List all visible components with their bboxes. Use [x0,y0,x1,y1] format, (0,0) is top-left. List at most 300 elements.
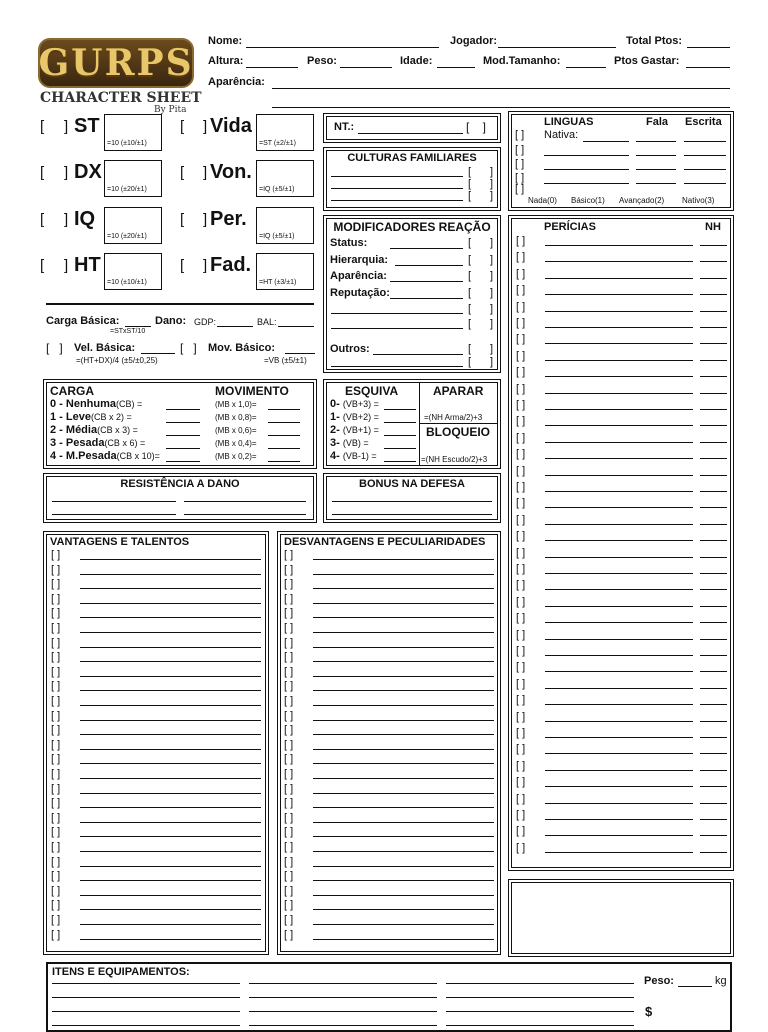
desvantagem-bracket[interactable]: [ ] [284,578,294,591]
vel-basica-bracket[interactable]: [ ] [46,341,63,355]
item-line[interactable] [249,997,437,998]
pericia-field[interactable] [545,721,693,722]
desvantagem-field[interactable] [313,939,494,940]
modificador-line[interactable] [331,328,463,329]
pericia-field[interactable] [545,442,693,443]
pericia-field[interactable] [545,786,693,787]
vantagem-bracket[interactable]: [ ] [51,636,61,649]
outros-line-2[interactable] [331,366,463,367]
item-line[interactable] [52,1011,240,1012]
vantagem-bracket[interactable]: [ ] [51,855,61,868]
movimento-field[interactable] [268,448,300,449]
pericia-nh[interactable] [700,278,727,279]
pericia-bracket[interactable]: [ ] [516,710,526,723]
desvantagem-bracket[interactable]: [ ] [284,899,294,912]
modificador-bracket[interactable]: [ [468,303,472,315]
vantagem-bracket[interactable]: [ ] [51,768,61,780]
item-line[interactable] [249,1011,437,1012]
pericia-bracket[interactable]: [ ] [516,743,526,756]
vantagem-bracket[interactable]: [ ] [51,695,61,707]
pericia-nh[interactable] [700,393,727,394]
modificador-field[interactable] [390,298,463,299]
vantagem-bracket[interactable]: [ ] [51,665,61,678]
desvantagem-field[interactable] [313,763,494,764]
desvantagem-field[interactable] [313,647,494,648]
vantagem-field[interactable] [80,749,261,750]
carga-field[interactable] [166,409,200,410]
desvantagem-bracket[interactable]: [ ] [284,782,294,795]
esquiva-field[interactable] [384,435,416,436]
pericia-field[interactable] [545,753,693,754]
lingua-field[interactable] [544,155,629,156]
desvantagem-field[interactable] [313,866,494,867]
pericia-bracket[interactable]: [ ] [516,530,526,543]
pericia-bracket[interactable]: [ ] [516,563,526,575]
altura-field[interactable] [246,67,298,68]
lingua-escrita[interactable] [684,183,726,184]
vantagem-field[interactable] [80,880,261,881]
lingua-field[interactable] [544,183,629,184]
vantagem-bracket[interactable]: [ ] [51,622,61,634]
pericia-bracket[interactable]: [ ] [516,628,526,641]
ptos-gastar-field[interactable] [686,67,730,68]
bonus-line-2[interactable] [332,514,492,515]
notes-box[interactable] [511,882,731,954]
desvantagem-field[interactable] [313,793,494,794]
vantagem-field[interactable] [80,836,261,837]
esquiva-field[interactable] [384,422,416,423]
desvantagem-field[interactable] [313,734,494,735]
resistencia-line-1[interactable] [52,501,176,502]
desvantagem-field[interactable] [313,690,494,691]
pericia-field[interactable] [545,507,693,508]
carga-field[interactable] [166,448,200,449]
vantagem-field[interactable] [80,617,261,618]
lingua-fala[interactable] [636,169,676,170]
pericia-bracket[interactable]: [ ] [516,431,526,444]
modificador-bracket[interactable]: [ [468,270,472,282]
resistencia-line-3[interactable] [52,514,176,515]
esquiva-field[interactable] [384,409,416,410]
pericia-bracket[interactable]: [ ] [516,464,526,477]
pericia-field[interactable] [545,278,693,279]
item-line[interactable] [52,997,240,998]
pericia-bracket[interactable]: [ ] [516,645,526,657]
cultura-line[interactable] [331,176,463,177]
desvantagem-bracket[interactable]: [ ] [284,680,294,693]
bal-field[interactable] [278,326,314,327]
pericia-nh[interactable] [700,475,727,476]
pericia-field[interactable] [545,803,693,804]
desvantagem-field[interactable] [313,559,494,560]
vantagem-field[interactable] [80,574,261,575]
desvantagem-bracket[interactable]: [ ] [284,811,294,824]
nt-field[interactable] [358,133,463,134]
item-line[interactable] [446,983,634,984]
desvantagem-field[interactable] [313,807,494,808]
attr-bracket-dx[interactable]: [ [40,164,45,181]
pericia-bracket[interactable]: [ ] [516,235,526,247]
desvantagem-field[interactable] [313,924,494,925]
vantagem-bracket[interactable]: [ ] [51,738,61,751]
vantagem-bracket[interactable]: [ ] [51,709,61,722]
pericia-bracket[interactable]: [ ] [516,595,526,608]
nativa-field[interactable] [583,141,629,142]
vantagem-field[interactable] [80,851,261,852]
pericia-bracket[interactable]: [ ] [516,727,526,739]
desvantagem-bracket[interactable]: [ ] [284,709,294,722]
vantagem-bracket[interactable]: [ ] [51,651,61,664]
pericia-field[interactable] [545,606,693,607]
desvantagem-field[interactable] [313,588,494,589]
movimento-field[interactable] [268,422,300,423]
pericia-field[interactable] [545,524,693,525]
vantagem-bracket[interactable]: [ ] [51,884,61,897]
pericia-bracket[interactable]: [ ] [516,546,526,559]
secondary-bracket[interactable]: [ [180,118,185,135]
attr-bracket-ht[interactable]: [ [40,257,45,274]
desvantagem-bracket[interactable]: [ ] [284,665,294,678]
pericia-nh[interactable] [700,360,727,361]
modificador-bracket[interactable]: [ [468,287,472,299]
modificador-bracket[interactable]: [ [468,318,472,330]
pericia-field[interactable] [545,409,693,410]
vantagem-bracket[interactable]: [ ] [51,841,61,853]
desvantagem-bracket[interactable]: [ ] [284,797,294,810]
carga-basica-field[interactable] [125,326,151,327]
vantagem-field[interactable] [80,909,261,910]
pericia-bracket[interactable]: [ ] [516,579,526,592]
modificador-bracket[interactable]: [ [468,237,472,249]
vantagem-bracket[interactable]: [ ] [51,782,61,795]
vantagem-field[interactable] [80,661,261,662]
modificador-field[interactable] [390,248,463,249]
pericia-bracket[interactable]: [ ] [516,694,526,707]
pericia-bracket[interactable]: [ ] [516,612,526,625]
vantagem-bracket[interactable]: [ ] [51,870,61,883]
aparencia-field[interactable] [272,88,730,89]
vantagem-bracket[interactable]: [ ] [51,592,61,605]
outros-field[interactable] [373,354,463,355]
desvantagem-field[interactable] [313,617,494,618]
desvantagem-field[interactable] [313,603,494,604]
pericia-nh[interactable] [700,425,727,426]
pericia-field[interactable] [545,639,693,640]
pericia-field[interactable] [545,311,693,312]
desvantagem-field[interactable] [313,574,494,575]
vantagem-field[interactable] [80,588,261,589]
pericia-bracket[interactable]: [ ] [516,251,526,264]
pericia-nh[interactable] [700,261,727,262]
desvantagem-bracket[interactable]: [ ] [284,695,294,707]
desvantagem-bracket[interactable]: [ ] [284,563,294,576]
vantagem-field[interactable] [80,778,261,779]
vantagem-bracket[interactable]: [ ] [51,607,61,620]
lingua-bracket[interactable]: [ ] [515,144,525,156]
movimento-field[interactable] [268,409,300,410]
attr-bracket-iq[interactable]: [ [40,211,45,228]
vantagem-bracket[interactable]: [ ] [51,578,61,591]
peso-field[interactable] [340,67,392,68]
pericia-nh[interactable] [700,294,727,295]
item-line[interactable] [446,997,634,998]
pericia-bracket[interactable]: [ ] [516,792,526,805]
pericia-field[interactable] [545,425,693,426]
pericia-field[interactable] [545,835,693,836]
pericia-bracket[interactable]: [ ] [516,415,526,428]
desvantagem-bracket[interactable]: [ ] [284,768,294,780]
outros-bracket-2[interactable]: [ [468,356,472,368]
secondary-bracket[interactable]: [ [180,211,185,228]
pericia-field[interactable] [545,671,693,672]
pericia-nh[interactable] [700,606,727,607]
desvantagem-field[interactable] [313,822,494,823]
vantagem-field[interactable] [80,720,261,721]
pericia-field[interactable] [545,245,693,246]
pericia-field[interactable] [545,704,693,705]
pericia-field[interactable] [545,573,693,574]
vantagem-field[interactable] [80,632,261,633]
vantagem-field[interactable] [80,822,261,823]
pericia-field[interactable] [545,688,693,689]
attr-bracket-st[interactable]: [ [40,118,45,135]
pericia-field[interactable] [545,622,693,623]
pericia-nh[interactable] [700,770,727,771]
pericia-nh[interactable] [700,376,727,377]
nativa-fala[interactable] [636,141,676,142]
vantagem-bracket[interactable]: [ ] [51,724,61,737]
desvantagem-bracket[interactable]: [ ] [284,622,294,634]
vantagem-bracket[interactable]: [ ] [51,563,61,576]
nt-bracket[interactable]: [ ] [466,120,487,134]
pericia-bracket[interactable]: [ ] [516,333,526,346]
desvantagem-field[interactable] [313,895,494,896]
secondary-bracket[interactable]: [ [180,164,185,181]
pericia-bracket[interactable]: [ ] [516,809,526,821]
pericia-nh[interactable] [700,507,727,508]
desvantagem-bracket[interactable]: [ ] [284,826,294,839]
vantagem-bracket[interactable]: [ ] [51,797,61,810]
pericia-nh[interactable] [700,245,727,246]
pericia-nh[interactable] [700,803,727,804]
pericia-field[interactable] [545,458,693,459]
pericia-nh[interactable] [700,409,727,410]
vantagem-field[interactable] [80,895,261,896]
vantagem-field[interactable] [80,690,261,691]
pericia-bracket[interactable]: [ ] [516,267,526,280]
desvantagem-bracket[interactable]: [ ] [284,841,294,853]
jogador-field[interactable] [498,47,616,48]
pericia-bracket[interactable]: [ ] [516,513,526,526]
nome-field[interactable] [246,47,439,48]
cultura-bracket[interactable]: [ [468,178,472,190]
vantagem-field[interactable] [80,603,261,604]
esquiva-field[interactable] [384,448,416,449]
vantagem-field[interactable] [80,705,261,706]
vel-basica-field[interactable] [141,353,175,354]
vantagem-bracket[interactable]: [ ] [51,914,61,926]
desvantagem-field[interactable] [313,909,494,910]
pericia-nh[interactable] [700,622,727,623]
pericia-field[interactable] [545,343,693,344]
lingua-bracket[interactable]: [ ] [515,172,525,184]
movimento-field[interactable] [268,435,300,436]
lingua-fala[interactable] [636,183,676,184]
desvantagem-bracket[interactable]: [ ] [284,914,294,926]
desvantagem-bracket[interactable]: [ ] [284,651,294,664]
lingua-bracket[interactable]: [ ] [515,183,525,195]
desvantagem-field[interactable] [313,705,494,706]
pericia-nh[interactable] [700,311,727,312]
cultura-line[interactable] [331,188,463,189]
pericia-nh[interactable] [700,737,727,738]
lingua-field[interactable] [544,169,629,170]
vantagem-bracket[interactable]: [ ] [51,549,61,561]
pericia-field[interactable] [545,819,693,820]
modificador-field[interactable] [390,281,463,282]
pericia-bracket[interactable]: [ ] [516,382,526,395]
lingua-escrita[interactable] [684,169,726,170]
vantagem-bracket[interactable]: [ ] [51,928,61,941]
pericia-bracket[interactable]: [ ] [516,825,526,838]
pericia-bracket[interactable]: [ ] [516,776,526,789]
cultura-bracket[interactable]: [ [468,190,472,202]
resistencia-line-2[interactable] [184,501,306,502]
pericia-nh[interactable] [700,721,727,722]
desvantagem-bracket[interactable]: [ ] [284,753,294,766]
resistencia-line-4[interactable] [184,514,306,515]
desvantagem-bracket[interactable]: [ ] [284,738,294,751]
pericia-field[interactable] [545,770,693,771]
pericia-nh[interactable] [700,458,727,459]
vantagem-field[interactable] [80,647,261,648]
pericia-field[interactable] [545,360,693,361]
desvantagem-bracket[interactable]: [ ] [284,884,294,897]
desvantagem-bracket[interactable]: [ ] [284,607,294,620]
pericia-bracket[interactable]: [ ] [516,497,526,510]
esquiva-field[interactable] [384,461,416,462]
pericia-field[interactable] [545,557,693,558]
movimento-field[interactable] [268,461,300,462]
aparencia-field-2[interactable] [272,107,730,108]
pericia-bracket[interactable]: [ ] [516,481,526,493]
pericia-bracket[interactable]: [ ] [516,284,526,297]
pericia-bracket[interactable]: [ ] [516,759,526,772]
vantagem-bracket[interactable]: [ ] [51,811,61,824]
lingua-escrita[interactable] [684,155,726,156]
gdp-field[interactable] [217,326,253,327]
item-line[interactable] [249,983,437,984]
vantagem-field[interactable] [80,734,261,735]
pericia-nh[interactable] [700,524,727,525]
bonus-line-1[interactable] [332,501,492,502]
outros-bracket[interactable]: [ [468,343,472,355]
pericia-bracket[interactable]: [ ] [516,317,526,329]
item-line[interactable] [52,1025,240,1026]
vantagem-field[interactable] [80,676,261,677]
vantagem-field[interactable] [80,939,261,940]
pericia-bracket[interactable]: [ ] [516,448,526,461]
pericia-nh[interactable] [700,671,727,672]
cultura-bracket[interactable]: [ [468,166,472,178]
desvantagem-field[interactable] [313,851,494,852]
desvantagem-field[interactable] [313,661,494,662]
desvantagem-field[interactable] [313,632,494,633]
pericia-field[interactable] [545,261,693,262]
pericia-bracket[interactable]: [ ] [516,661,526,674]
carga-field[interactable] [166,461,200,462]
pericia-field[interactable] [545,655,693,656]
item-line[interactable] [249,1025,437,1026]
pericia-bracket[interactable]: [ ] [516,366,526,379]
pericia-nh[interactable] [700,540,727,541]
modificador-field[interactable] [395,265,463,266]
pericia-nh[interactable] [700,835,727,836]
pericia-bracket[interactable]: [ ] [516,300,526,313]
nativa-bracket[interactable]: [ ] [515,129,525,141]
pericia-field[interactable] [545,491,693,492]
pericia-nh[interactable] [700,819,727,820]
pericia-nh[interactable] [700,557,727,558]
mod-tamanho-field[interactable] [566,67,606,68]
pericia-field[interactable] [545,393,693,394]
pericia-nh[interactable] [700,753,727,754]
secondary-bracket[interactable]: [ [180,257,185,274]
pericia-field[interactable] [545,852,693,853]
vantagem-field[interactable] [80,866,261,867]
pericia-nh[interactable] [700,786,727,787]
desvantagem-bracket[interactable]: [ ] [284,592,294,605]
pericia-nh[interactable] [700,491,727,492]
desvantagem-field[interactable] [313,749,494,750]
vantagem-bracket[interactable]: [ ] [51,826,61,839]
vantagem-field[interactable] [80,793,261,794]
pericia-bracket[interactable]: [ ] [516,399,526,411]
lingua-bracket[interactable]: [ ] [515,158,525,170]
itens-peso-field[interactable] [678,986,712,987]
item-line[interactable] [446,1011,634,1012]
item-line[interactable] [446,1025,634,1026]
pericia-bracket[interactable]: [ ] [516,349,526,362]
desvantagem-bracket[interactable]: [ ] [284,855,294,868]
desvantagem-bracket[interactable]: [ ] [284,636,294,649]
pericia-nh[interactable] [700,343,727,344]
nativa-escrita[interactable] [684,141,726,142]
pericia-nh[interactable] [700,442,727,443]
mov-basico-field[interactable] [285,353,315,354]
pericia-nh[interactable] [700,589,727,590]
pericia-bracket[interactable]: [ ] [516,841,526,854]
desvantagem-bracket[interactable]: [ ] [284,870,294,883]
desvantagem-bracket[interactable]: [ ] [284,549,294,561]
vantagem-field[interactable] [80,763,261,764]
pericia-field[interactable] [545,376,693,377]
desvantagem-field[interactable] [313,836,494,837]
modificador-bracket[interactable]: [ [468,254,472,266]
modificador-line[interactable] [331,313,463,314]
pericia-field[interactable] [545,294,693,295]
desvantagem-field[interactable] [313,720,494,721]
carga-field[interactable] [166,422,200,423]
pericia-nh[interactable] [700,327,727,328]
pericia-nh[interactable] [700,573,727,574]
carga-field[interactable] [166,435,200,436]
desvantagem-bracket[interactable]: [ ] [284,928,294,941]
lingua-fala[interactable] [636,155,676,156]
vantagem-bracket[interactable]: [ ] [51,680,61,693]
pericia-nh[interactable] [700,704,727,705]
pericia-bracket[interactable]: [ ] [516,677,526,690]
